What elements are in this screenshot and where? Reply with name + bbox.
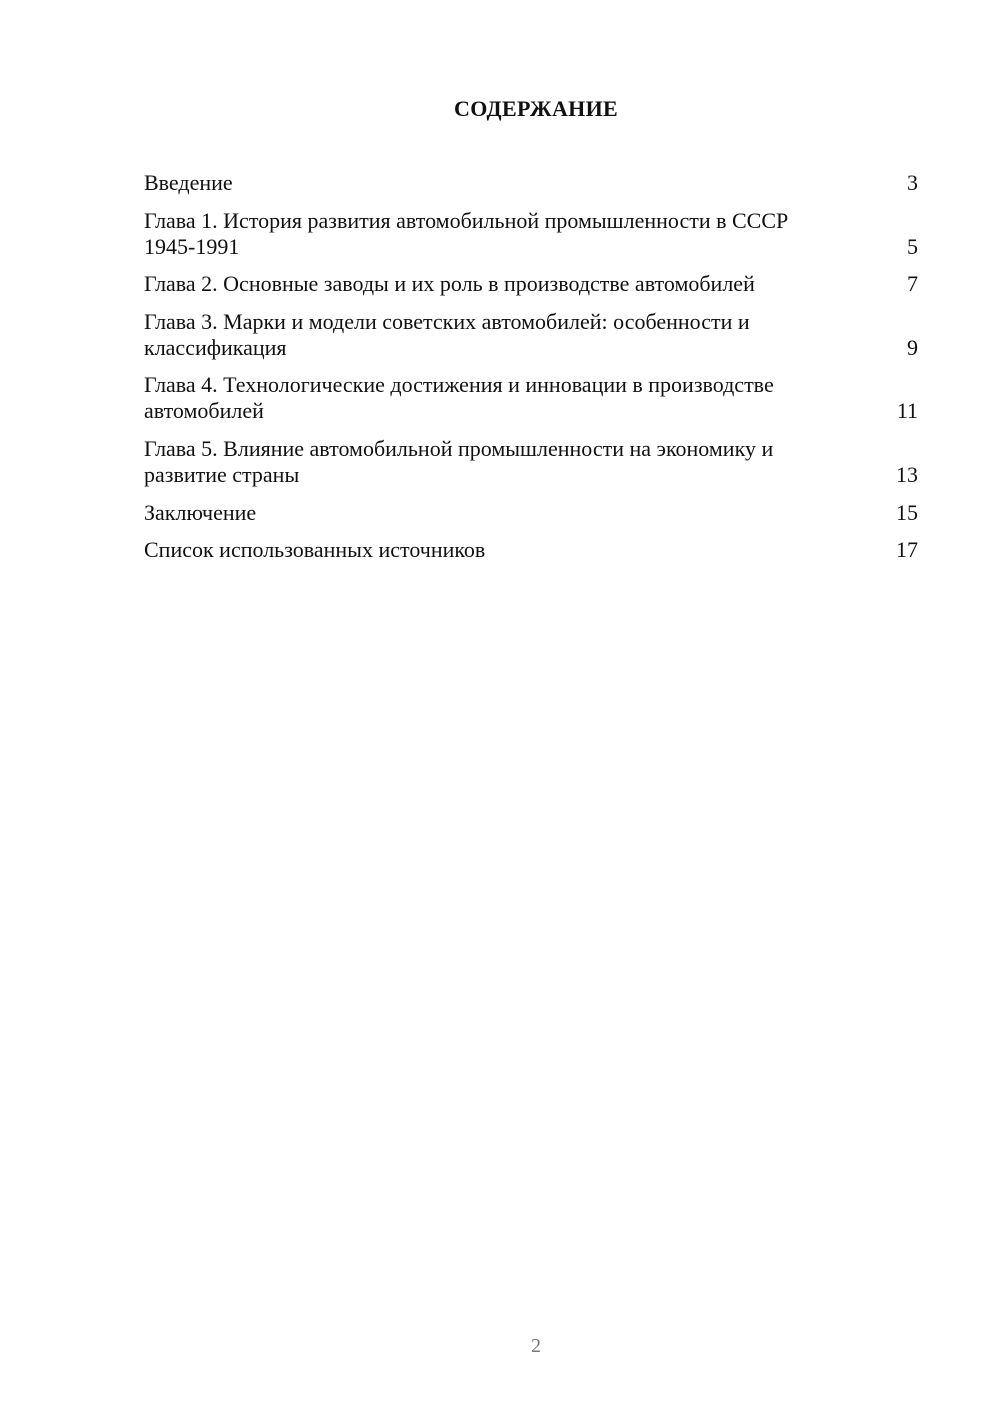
toc-entry-page: 3	[907, 170, 918, 195]
toc-entry-text: Глава 2. Основные заводы и их роль в производстве автомобилей	[144, 271, 755, 297]
toc-entry-text: Глава 1. История развития автомобильной промышленности в СССР 1945-1991	[144, 207, 789, 259]
toc-entry-page: 15	[896, 499, 918, 525]
toc-entry-chapter-3	[144, 309, 918, 361]
toc-entry-page: 13	[896, 461, 918, 487]
toc-entry-text: Глава 3. Марки и модели советских автомобилей: особенности и классификация	[144, 308, 750, 360]
page-number: 2	[531, 1335, 541, 1357]
toc-entry-text: Заключение	[144, 499, 257, 525]
toc-entry-chapter-1	[144, 208, 918, 260]
toc-entry-chapter-2	[144, 271, 918, 297]
toc-entry-chapter-5	[144, 436, 918, 488]
toc-entry-text: Глава 4. Технологические достижения и инновации в производстве автомобилей	[144, 372, 774, 424]
toc-entry-page: 17	[896, 537, 918, 563]
toc-entry-page: 11	[896, 398, 918, 424]
toc-list	[144, 170, 918, 575]
toc-entry-page: 7	[907, 271, 918, 297]
toc-entry-chapter-4	[144, 372, 918, 424]
toc-entry-page: 9	[907, 334, 918, 360]
toc-entry-introduction	[144, 170, 918, 196]
toc-title: СОДЕРЖАНИЕ	[454, 96, 618, 121]
toc-entry-references	[144, 537, 918, 563]
toc-entry-text: Список использованных источников	[144, 537, 486, 563]
toc-entry-conclusion	[144, 500, 918, 526]
toc-entry-text: Введение	[144, 170, 233, 195]
toc-entry-text: Глава 5. Влияние автомобильной промышленности на экономику и развитие страны	[144, 435, 774, 487]
toc-entry-page: 5	[907, 233, 918, 259]
